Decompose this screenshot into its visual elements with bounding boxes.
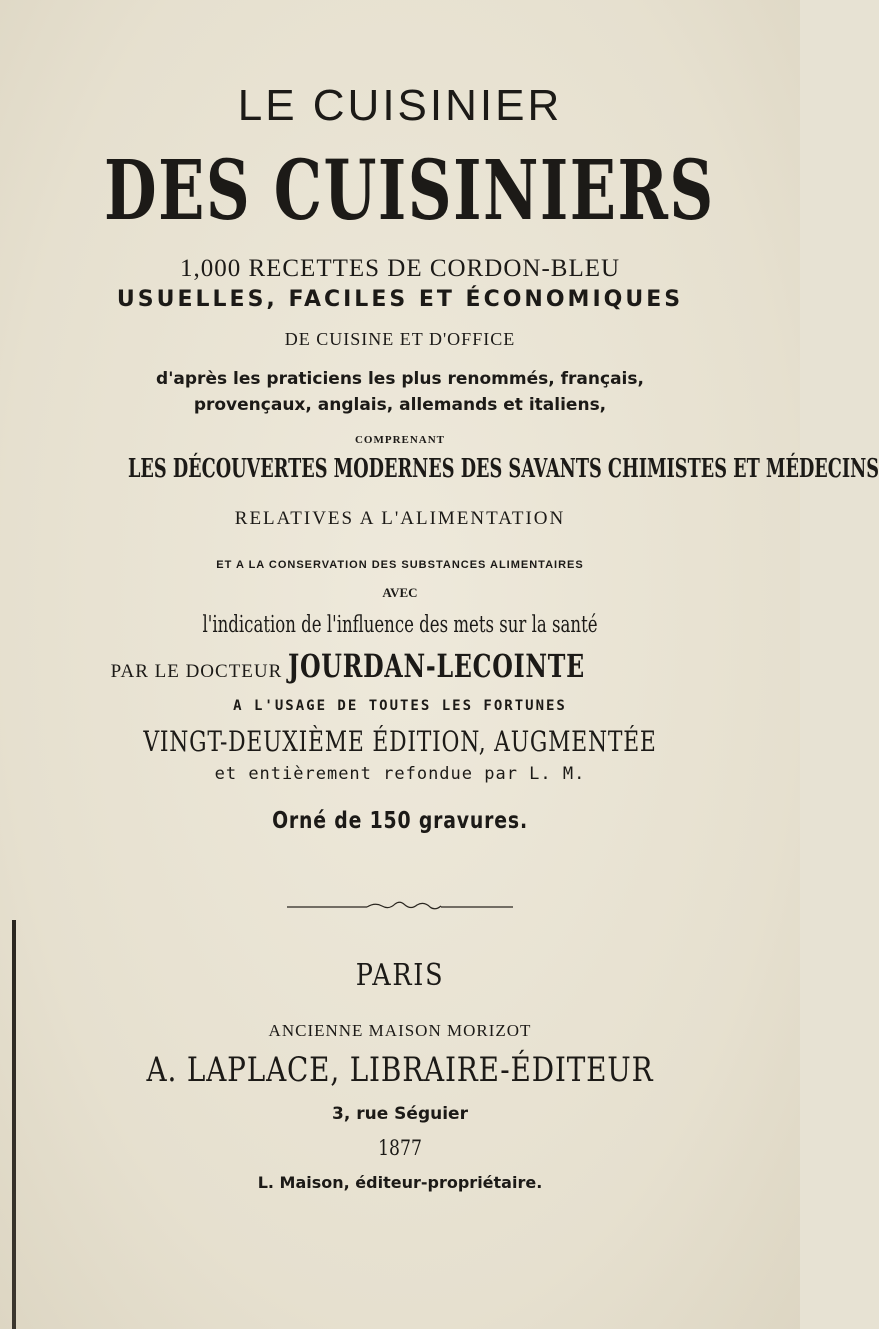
relatives-line: RELATIVES A L'ALIMENTATION [234,508,566,529]
revision-line: et entièrement refondue par L. M. [214,764,586,784]
imprint-publisher: A. LAPLACE, LIBRAIRE-ÉDITEUR [146,1050,654,1090]
usage-line: A L'USAGE DE TOUTES LES FORTUNES [233,698,567,714]
imprint-year: 1877 [378,1136,422,1160]
avec-label: AVEC [382,585,418,600]
conservation-line: ET A LA CONSERVATION DES SUBSTANCES ALIMENTAIRES [216,559,584,571]
author-prefix: PAR LE DOCTEUR [110,661,283,682]
subtitle-cuisine: DE CUISINE ET D'OFFICE [284,329,516,349]
indication-line: l'indication de l'influence des mets sur la santé [202,612,598,638]
author-line [0,647,800,685]
illustrations-line: Orné de 150 gravures. [272,808,528,834]
subtitle-recipes: 1,000 RECETTES DE CORDON-BLEU [179,255,621,282]
imprint-city: PARIS [355,958,445,993]
subtitle-qualities: USUELLES, FACILES ET ÉCONOMIQUES [116,287,684,312]
comprenant-label: COMPRENANT [354,434,446,446]
title-line-2: DES CUISINIERS [104,143,715,239]
sources-line-2: provençaux, anglais, allemands et italiens, [193,395,607,415]
imprint-address: 3, rue Séguier [332,1104,468,1124]
author-name: JOURDAN-LECOINTE [288,647,586,685]
ornamental-rule [287,900,513,912]
sources-line-1: d'après les praticiens les plus renommés, français, [156,369,644,389]
title-line-1: LE CUISINIER [237,81,563,130]
binding-edge-shadow [12,920,16,1329]
discoveries-line: LES DÉCOUVERTES MODERNES DES SAVANTS CHIMISTES ET MÉDECINS [128,454,879,484]
imprint-printer: L. Maison, éditeur-propriétaire. [257,1173,543,1192]
imprint-house: ANCIENNE MAISON MORIZOT [268,1021,532,1040]
edition-line: VINGT-DEUXIÈME ÉDITION, AUGMENTÉE [143,725,657,758]
